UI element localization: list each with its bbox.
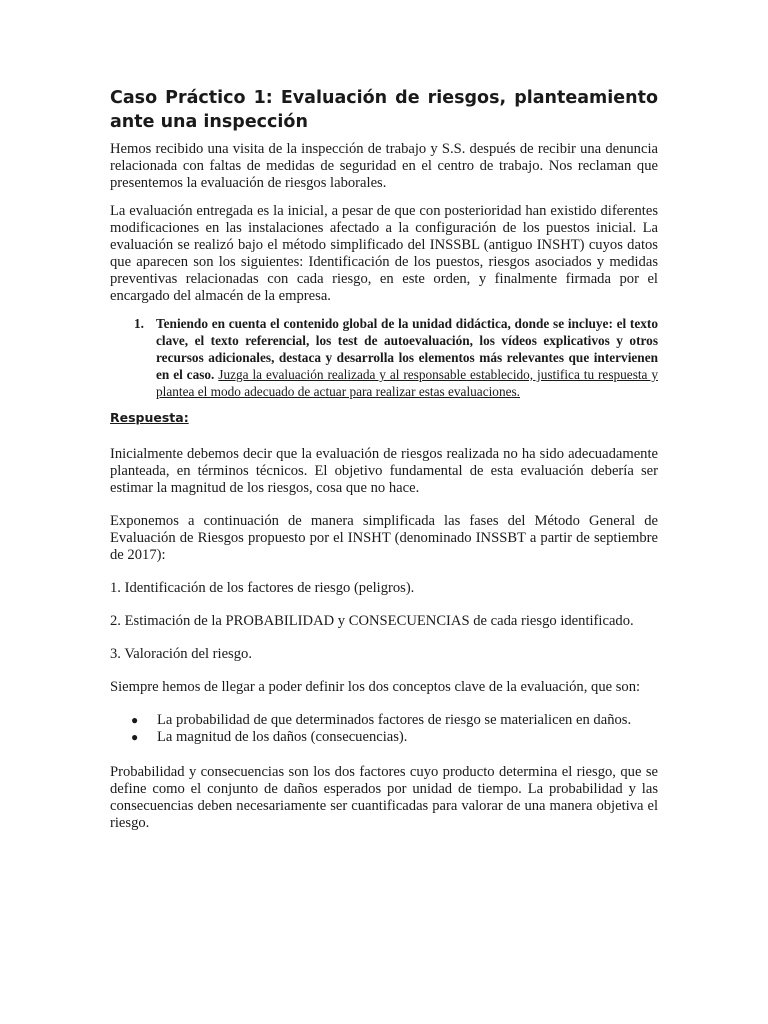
bullet-text: La probabilidad de que determinados factores de riesgo se materialicen en daños. [157,712,632,728]
question-list [110,315,658,400]
intro-paragraph-1: Hemos recibido una visita de la inspección de trabajo y S.S. después de recibir una denuncia relacionada con faltas de medidas de seguridad en el centro de trabajo. Nos reclaman que presentemos la evaluación de riesgos laborales. [110,141,658,191]
intro-paragraph-2: La evaluación entregada es la inicial, a pesar de que con posterioridad han existido diferentes modificaciones en las instalaciones afectado a la configuración de los puestos inicial. La evaluación se realizó bajo el método simplificado del INSSBL (antiguo INSHT) cuyos datos que aparecen son los siguientes: Identificación de los puestos, riesgos asociados y medidas preventivas relacionadas con cada riesgo, en este orden, y finalmente firmada por el encargado del almacén de la empresa. [110,203,658,304]
question-item [110,315,658,400]
bullet-item [110,729,658,746]
phase-2: 2. Estimación de la PROBABILIDAD y CONSECUENCIAS de cada riesgo identificado. [110,613,634,629]
document-title: Caso Práctico 1: Evaluación de riesgos, planteamiento ante una inspección [110,88,658,132]
concept-bullet-list [110,712,658,746]
answer-paragraph-1: Inicialmente debemos decir que la evaluación de riesgos realizada no ha sido adecuadamente planteada, en términos técnicos. El objetivo fundamental de esta evaluación debería ser estimar la magnitud de los riesgos, cosa que no hace. [110,446,658,496]
question-bold-text: Teniendo en cuenta el contenido global de la unidad didáctica, donde se incluye: el texto clave, el texto referencial, los test de autoevaluación, los vídeos explicativos y otros recursos adicionales, destaca y desarrolla los elementos más relevantes que intervienen en el caso. [156,316,658,382]
closing-paragraph: Probabilidad y consecuencias son los dos factores cuyo producto determina el riesgo, que se define como el conjunto de daños esperados por unidad de tiempo. La probabilidad y las consecuencias deben necesariamente ser cuantificadas para valorar de una manera objetiva el riesgo. [110,764,658,831]
bullet-item [110,712,658,729]
bullet-text: La magnitud de los daños (consecuencias). [157,729,408,745]
phase-1: 1. Identificación de los factores de riesgo (peligros). [110,580,415,596]
question-number: 1. [134,316,144,331]
answer-paragraph-2: Exponemos a continuación de manera simplificada las fases del Método General de Evaluación de Riesgos propuesto por el INSHT (denominado INSSBT a partir de septiembre de 2017): [110,513,658,563]
phase-3: 3. Valoración del riesgo. [110,646,252,662]
answer-heading: Respuesta: [110,410,189,425]
bullet-icon: ● [131,730,139,744]
answer-paragraph-concepts: Siempre hemos de llegar a poder definir los dos conceptos clave de la evaluación, que son: [110,679,641,695]
question-underlined-text: Juzga la evaluación realizada y al responsable establecido, justifica tu respuesta y plantea el modo adecuado de actuar para realizar estas evaluaciones. [156,367,659,399]
bullet-icon: ● [131,713,139,727]
document-page [110,86,658,848]
